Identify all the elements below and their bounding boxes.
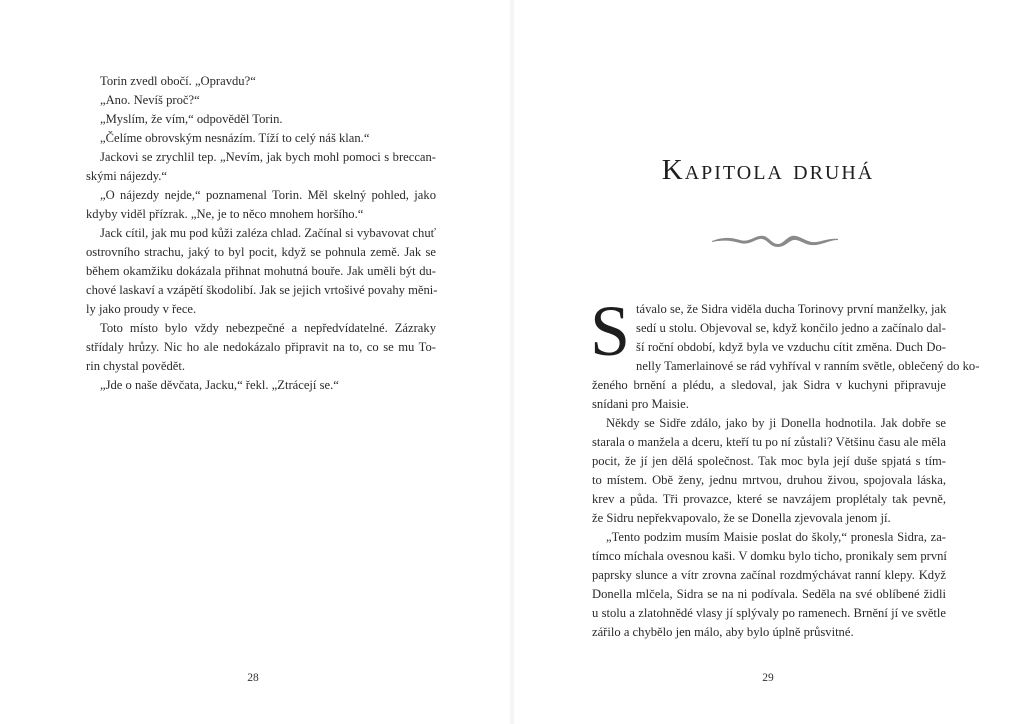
text-line: ší roční období, když byla ve vzduchu cítit změna. Duch Do- (636, 340, 946, 354)
text-line: rin chystal povědět. (86, 359, 185, 373)
paragraph (86, 110, 436, 129)
text-line: u stolu a zlatohnědé vlasy jí splývaly po ramenech. Brnění jí ve světle (592, 606, 946, 620)
text-line: Jack cítil, jak mu pod kůži zaléza chlad. Začínal si vybavovat chuť (100, 226, 436, 240)
paragraph (86, 91, 436, 110)
text-line: „O nájezdy nejde,“ poznamenal Torin. Měl skelný pohled, jako (100, 188, 436, 202)
text-line: to místem. Obě ženy, jednu mrtvou, druhou živou, spojovala láska, (592, 473, 946, 487)
text-line: snídani pro Maisie. (592, 397, 689, 411)
left-page-body (86, 72, 436, 395)
text-line: chové laskaví a vzápětí škodolibí. Jak se jejich vrtošivé povahy měni- (86, 283, 438, 297)
text-line: Toto místo bylo vždy nebezpečné a nepředvídatelné. Zázraky (100, 321, 436, 335)
text-line: kdyby viděl přízrak. „Ne, je to něco mnohem horšího.“ (86, 207, 364, 221)
text-line: skými nájezdy.“ (86, 169, 168, 183)
text-line: „Myslím, že vím,“ odpověděl Torin. (100, 112, 283, 126)
left-page-number: 28 (247, 672, 259, 684)
text-line: „Ano. Nevíš proč?“ (100, 93, 200, 107)
paragraph (590, 291, 980, 414)
text-line: krev a půda. Tři provazce, které se navzájem proplétaly tak pevně, (592, 492, 946, 506)
right-page-number: 29 (762, 672, 774, 684)
paragraph (86, 376, 436, 395)
wave-ornament-icon (712, 228, 838, 250)
right-page (512, 0, 1024, 724)
text-line: Jackovi se zrychlil tep. „Nevím, jak bych mohl pomoci s breccan- (100, 150, 436, 164)
text-line: ženého brnění a plédu, a sledoval, jak Sidra v kuchyni připravuje (592, 378, 946, 392)
text-line: távalo se, že Sidra viděla ducha Torinovy první manželky, jak (636, 302, 947, 316)
paragraph (86, 186, 436, 224)
text-line: během okamžiku dokázala přihnat mohutná bouře. Jak uměli být du- (86, 264, 436, 278)
chapter-title: Kapitola druhá (661, 154, 875, 186)
text-line: ly jako proudy v řece. (86, 302, 197, 316)
text-line: střídaly hrůzy. Nic ho ale nedokázalo připravit na to, co se mu To- (86, 340, 436, 354)
paragraph (592, 414, 946, 528)
paragraph (86, 72, 436, 91)
right-page-body (590, 291, 980, 642)
text-line: „Jde o naše děvčata, Jacku,“ řekl. „Ztrácejí se.“ (100, 378, 339, 392)
text-line: starala o manžela a dceru, kteří tu po ní zůstali? Většinu času ale měla (592, 435, 946, 449)
text-line: Torin zvedl obočí. „Opravdu?“ (100, 74, 256, 88)
text-line: „Tento podzim musím Maisie poslat do školy,“ pronesla Sidra, za- (606, 530, 946, 544)
text-line: paprsky slunce a vítr zrovna začínal rozdmýchávat ranní klepy. Když (592, 568, 946, 582)
text-line: nelly Tamerlainové se rád vyhříval v ranním světle, oblečený do ko- (636, 359, 980, 373)
text-line: „Čelíme obrovským nesnázím. Tíží to celý náš klan.“ (100, 131, 370, 145)
text-line: ostrovního strachu, jaký to byl pocit, když se pohnula země. Jak se (86, 245, 436, 259)
paragraph (592, 528, 946, 642)
text-line: že Sidru nepřekvapovalo, že se Donella zjevovala jenom jí. (592, 511, 891, 525)
paragraph (86, 224, 436, 319)
text-line: Někdy se Sidře zdálo, jako by ji Donella hodnotila. Jak dobře se (606, 416, 946, 430)
text-line: Donella mlčela, Sidra se na ni podívala. Seděla na své oblíbené židli (592, 587, 946, 601)
text-line: tímco míchala ovesnou kaši. V domku bylo ticho, pronikaly sem první (592, 549, 947, 563)
paragraph (86, 319, 436, 376)
paragraph (86, 129, 436, 148)
text-line: pocit, že jí jen dělá společnost. Tak moc byla její duše spjatá s tím- (592, 454, 946, 468)
text-line: zářilo a chybělo jen málo, aby bylo úplně průsvitné. (592, 625, 854, 639)
drop-cap: S (590, 291, 631, 371)
paragraph (86, 148, 436, 186)
text-line: sedí u stolu. Objevoval se, když končilo jedno a začínalo dal- (636, 321, 946, 335)
